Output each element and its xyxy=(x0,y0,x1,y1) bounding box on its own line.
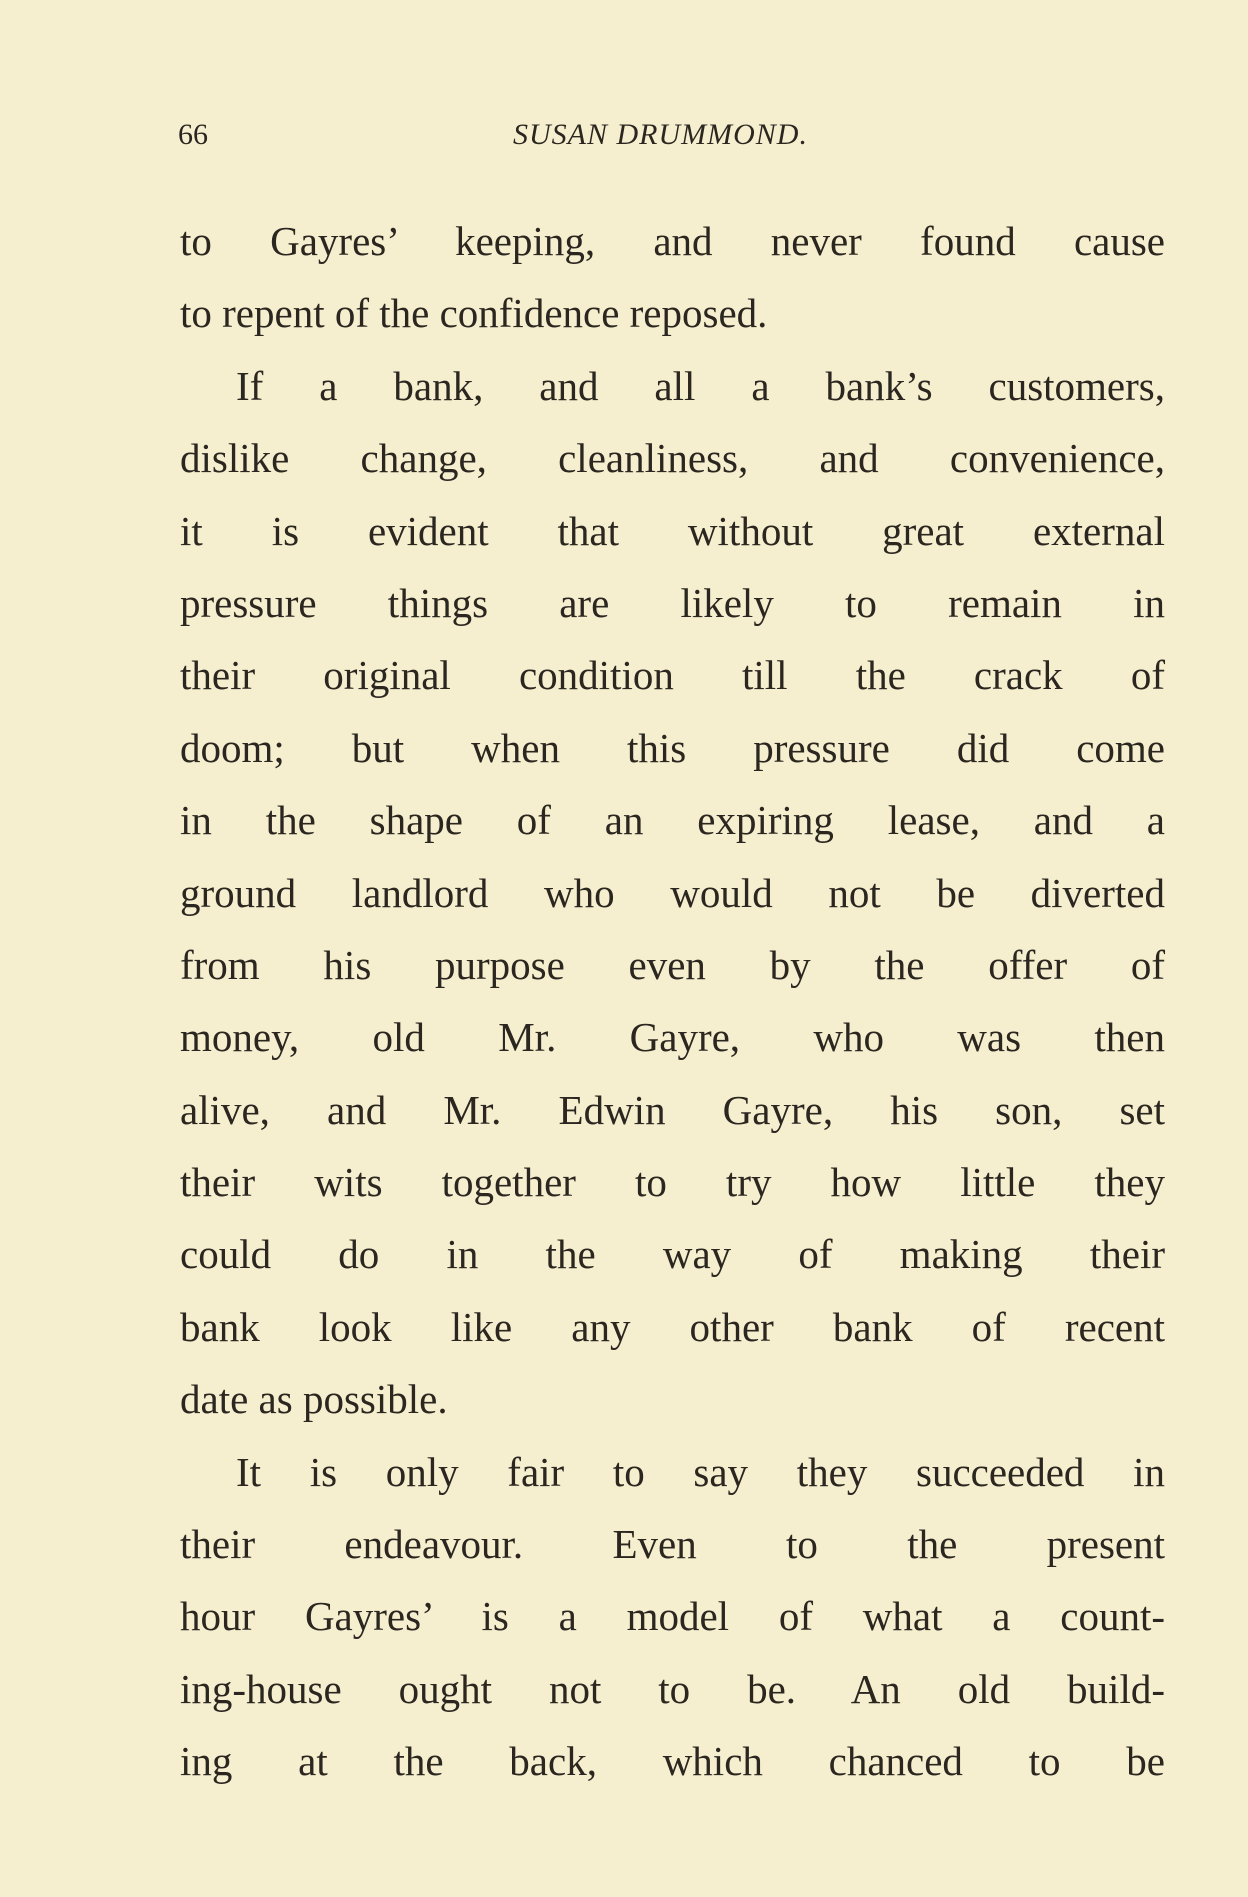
text-line: ing at the back, which chanced to be xyxy=(180,1738,1165,1785)
text-line: to Gayres’ keeping, and never found cause xyxy=(180,218,1165,264)
text-line: alive, and Mr. Edwin Gayre, his son, set xyxy=(180,1086,1165,1133)
text-line: hour Gayres’ is a model of what a count- xyxy=(180,1593,1165,1640)
text-line: doom; but when this pressure did come xyxy=(180,724,1165,771)
body-text xyxy=(180,205,1165,1798)
text-line: It is only fair to say they succeeded in xyxy=(236,1448,1165,1495)
text-line: it is evident that without great external xyxy=(180,507,1165,554)
text-line: money, old Mr. Gayre, who was then xyxy=(180,1014,1165,1061)
text-line: If a bank, and all a bank’s customers, xyxy=(236,362,1165,409)
text-line: bank look like any other bank of recent xyxy=(180,1303,1165,1350)
text-line: ground landlord who would not be diverted xyxy=(180,869,1165,916)
text-line: their endeavour. Even to the present xyxy=(180,1521,1165,1568)
running-title: SUSAN DRUMMOND. xyxy=(513,118,808,151)
text-line: from his purpose even by the offer of xyxy=(180,941,1165,988)
text-line: in the shape of an expiring lease, and a xyxy=(180,797,1165,844)
text-line: their original condition till the crack of xyxy=(180,652,1165,699)
text-line: could do in the way of making their xyxy=(180,1231,1165,1278)
text-line: pressure things are likely to remain in xyxy=(180,579,1165,626)
text-line: dislike change, cleanliness, and convenience, xyxy=(180,435,1165,482)
text-line: their wits together to try how little they xyxy=(180,1159,1165,1206)
text-line: date as possible. xyxy=(180,1376,448,1423)
text-line: to repent of the confidence reposed. xyxy=(180,290,768,337)
running-header xyxy=(178,118,878,158)
page-number: 66 xyxy=(178,118,208,151)
text-line: ing-house ought not to be. An old build- xyxy=(180,1665,1165,1712)
